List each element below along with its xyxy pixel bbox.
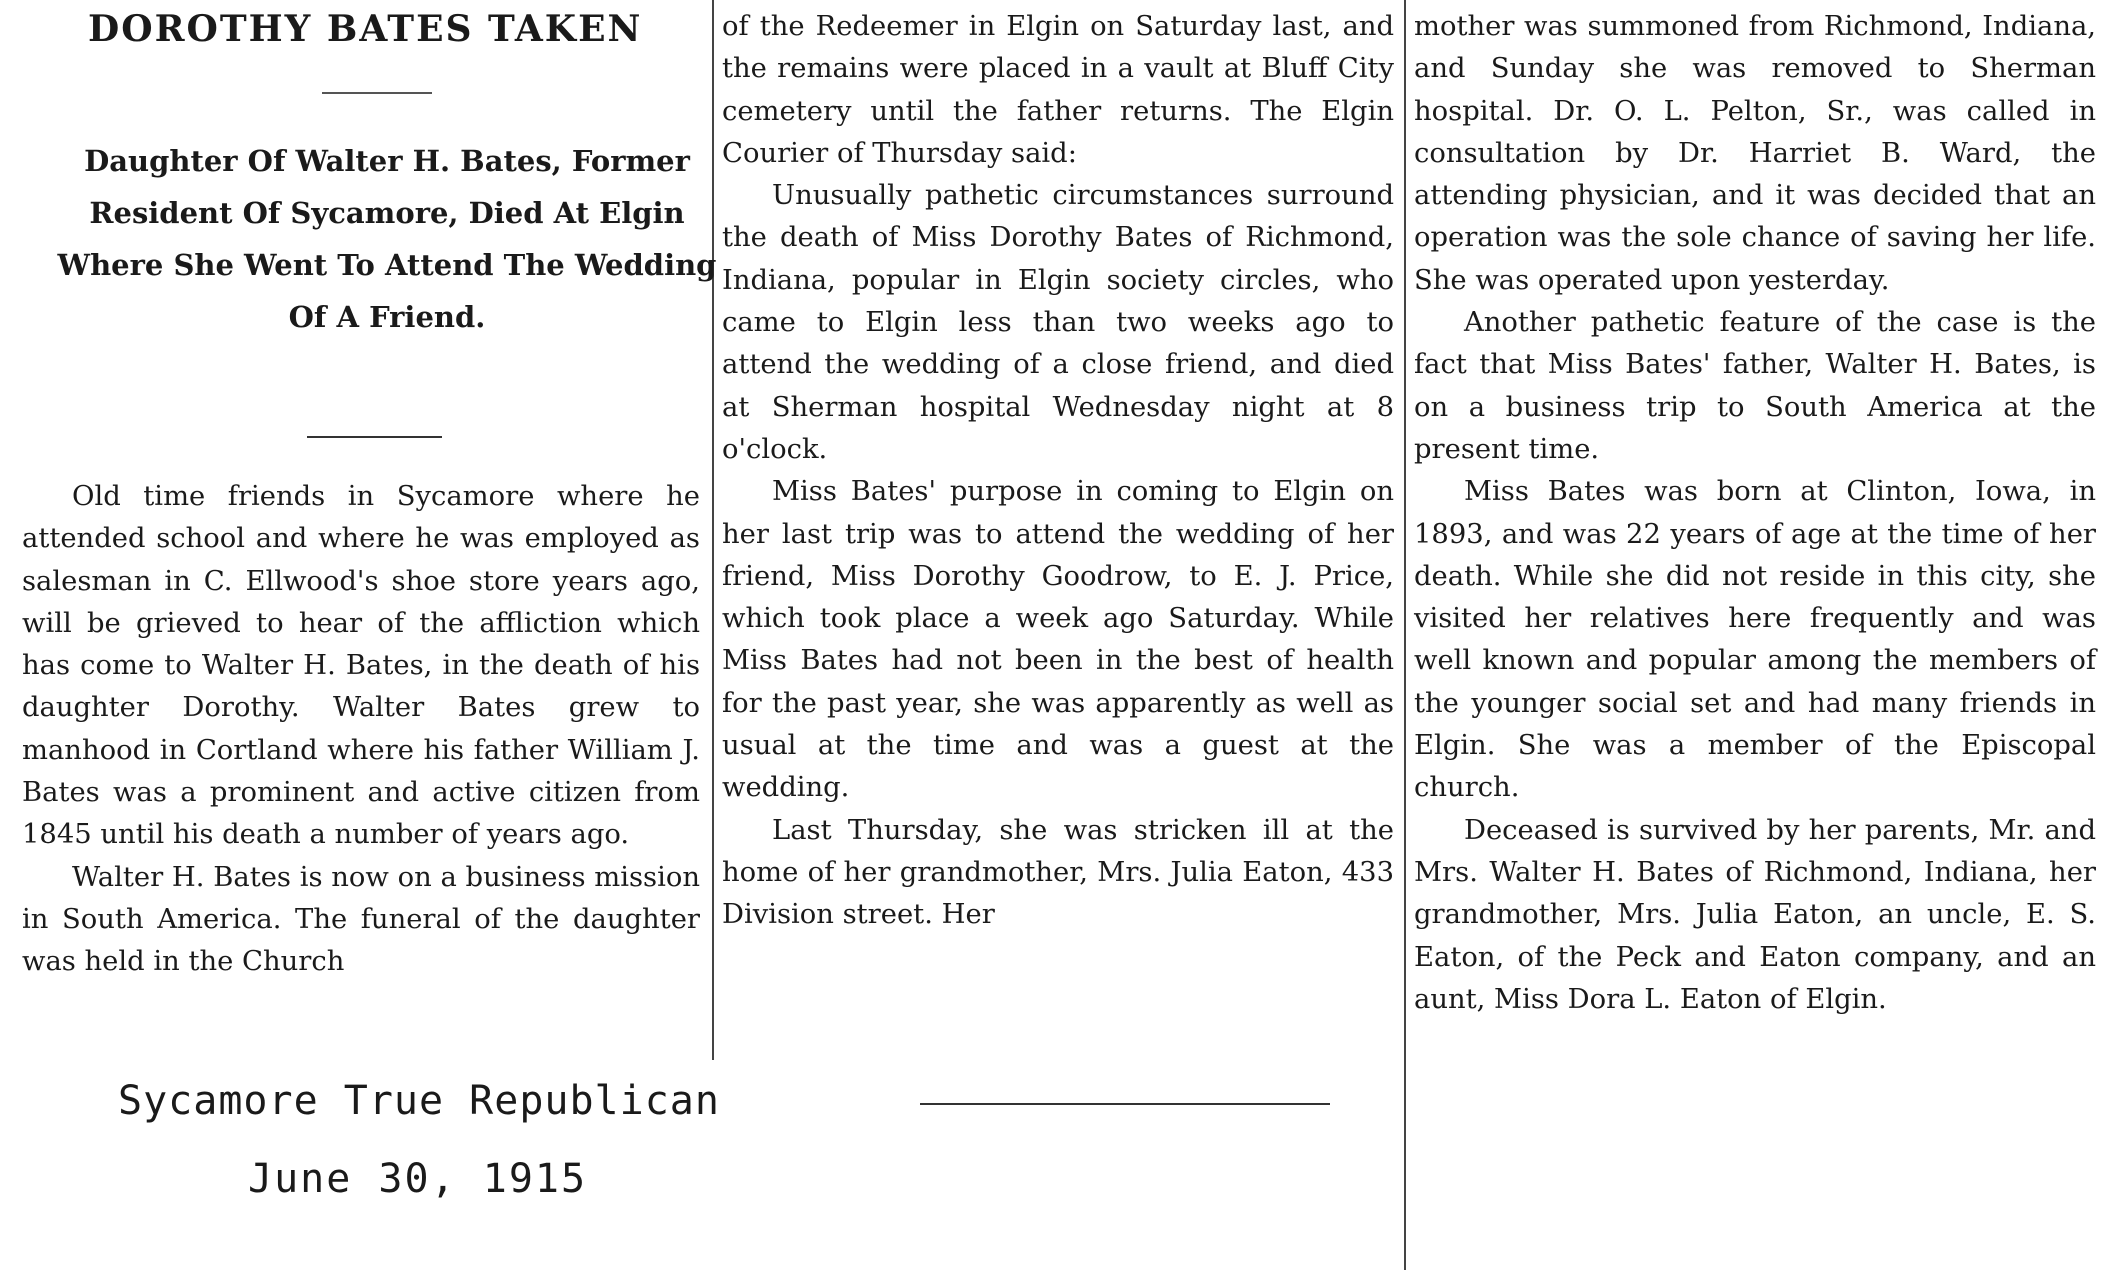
- paragraph: Miss Bates' purpose in coming to Elgin on her last trip was to attend the wedding of her friend, Miss Dorothy Goodrow, to E. J. Price, which took place a week ago Saturday. While Miss Bates had not been in the best of health for the past year, she was apparently as well as usual at the time and was a guest at the wedding.: [722, 476, 1394, 804]
- paragraph: Last Thursday, she was stricken ill at the home of her grandmother, Mrs. Julia Eaton, 433 Division street. Her: [722, 814, 1394, 931]
- column-divider-2: [1404, 0, 1406, 1270]
- column-3-body: [1414, 6, 2096, 1021]
- paragraph: of the Redeemer in Elgin on Saturday last, and the remains were placed in a vault at Bluff City cemetery until the father returns. The Elgin Courier of Thursday said:: [722, 11, 1394, 169]
- paragraph: Miss Bates was born at Clinton, Iowa, in 1893, and was 22 years of age at the time of her death. While she did not reside in this city, she visited her relatives here frequently and was well known and popular among the members of the younger social set and had many friends in Elgin. She was a member of the Episcopal church.: [1414, 476, 2096, 804]
- footer-rule: [920, 1103, 1330, 1105]
- headline-rule: [322, 92, 432, 94]
- subheadline-rule: [307, 436, 442, 438]
- subheadline: Daughter Of Walter H. Bates, Former Resident Of Sycamore, Died At Elgin Where She Went To Attend The Wedding Of A Friend.: [57, 144, 717, 334]
- publication-date: June 30, 1915: [248, 1156, 588, 1202]
- paragraph: Old time friends in Sycamore where he attended school and where he was employed as salesman in C. Ellwood's shoe store years ago, will be grieved to hear of the affliction which has come to Walter H. Bates, in the death of his daughter Dorothy. Walter Bates grew to manhood in Cortland where his father William J. Bates was a prominent and active citizen from 1845 until his death a number of years ago.: [22, 481, 700, 851]
- paragraph: mother was summoned from Richmond, Indiana, and Sunday she was removed to Sherman hospital. Dr. O. L. Pelton, Sr., was called in consultation by Dr. Harriet B. Ward, the attending physician, and it was decided that an operation was the sole chance of saving her life. She was operated upon yesterday.: [1414, 11, 2096, 296]
- column-2-body: [722, 6, 1394, 937]
- paragraph: Walter H. Bates is now on a business mission in South America. The funeral of the daughter was held in the Church: [22, 861, 700, 978]
- column-1-body: [22, 476, 700, 984]
- paragraph: Unusually pathetic circumstances surround the death of Miss Dorothy Bates of Richmond, Indiana, popular in Elgin society circles, who came to Elgin less than two weeks ago to attend the wedding of a close friend, and died at Sherman hospital Wednesday night at 8 o'clock.: [722, 180, 1394, 465]
- publication-name: Sycamore True Republican: [118, 1078, 720, 1124]
- paragraph: Another pathetic feature of the case is the fact that Miss Bates' father, Walter H. Bates, is on a business trip to South America at the present time.: [1414, 307, 2096, 465]
- headline: DOROTHY BATES TAKEN: [88, 8, 643, 50]
- paragraph: Deceased is survived by her parents, Mr. and Mrs. Walter H. Bates of Richmond, Indiana, her grandmother, Mrs. Julia Eaton, an uncle, E. S. Eaton, of the Peck and Eaton company, and an aunt, Miss Dora L. Eaton of Elgin.: [1414, 814, 2096, 1015]
